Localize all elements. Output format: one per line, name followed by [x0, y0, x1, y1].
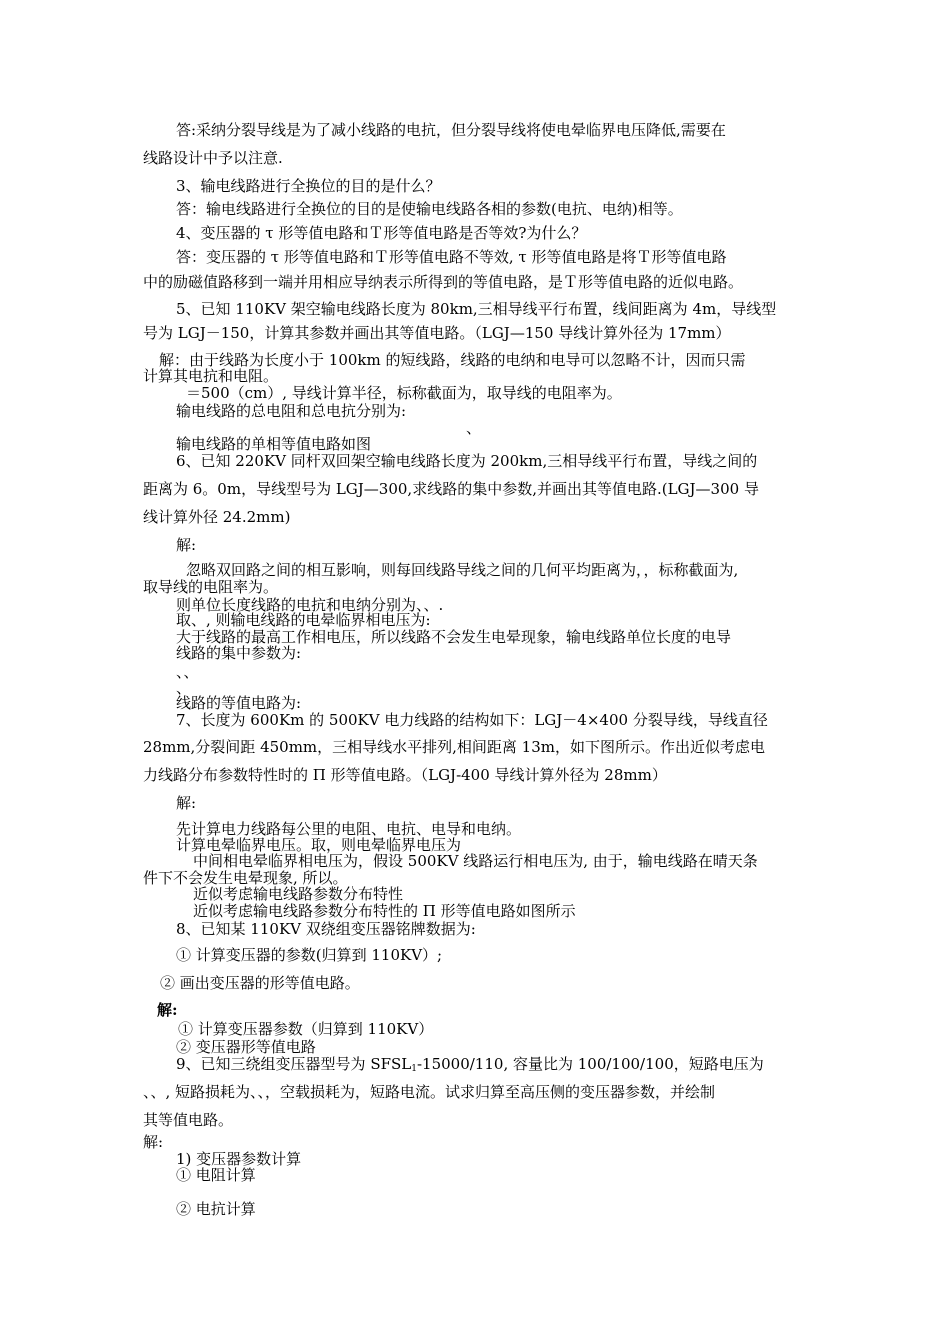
- solution-7-line-3: 中间相电晕临界相电压为，假设 500KV 线路运行相电压为, 由于，输电线路在晴天条: [193, 852, 758, 870]
- question-9-text-a: 9、已知三绕组变压器型号为 SFSL: [176, 1055, 412, 1073]
- question-7-line-1: 7、长度为 600Km 的 500KV 电力线路的结构如下：LGJ－4×400 分裂导线，导线直径: [176, 711, 768, 729]
- solution-8-line-1: ① 计算变压器参数（归算到 110KV）: [178, 1020, 434, 1038]
- question-7-line-2: 28mm,分裂间距 450mm，三相导线水平排列,相间距离 13m，如下图所示。作出近似考虑电: [143, 738, 765, 756]
- solution-7-label: 解:: [176, 794, 197, 812]
- solution-5-separator: 、: [466, 419, 482, 437]
- solution-6-line-4: 取、, 则输电线路的电晕临界相电压为:: [176, 611, 431, 629]
- answer-4-line-2: 中的励磁值路移到一端并用相应导纳表示所得到的等值电路，是Ｔ形等值电路的近似电路。: [143, 273, 744, 291]
- question-5-line-1: 5、已知 110KV 架空输电线路长度为 80km,三相导线平行布置，线间距离为 4m，导线型: [176, 300, 777, 318]
- solution-6-line-2: 取导线的电阻率为。: [143, 578, 279, 596]
- solution-5-line-4: 输电线路的总电阻和总电抗分别为:: [176, 402, 407, 420]
- question-3: 3、输电线路进行全换位的目的是什么？: [176, 177, 441, 195]
- solution-6-line-9: 线路的等值电路为:: [176, 694, 302, 712]
- answer-4-line-1: 答：变压器的 τ 形等值电路和Ｔ形等值电路不等效, τ 形等值电路是将Ｔ形等值电路: [176, 248, 727, 266]
- solution-7-line-4: 件下不会发生电晕现象, 所以。: [143, 869, 348, 887]
- question-7-line-3: 力线路分布参数特性时的 Π 形等值电路。（LGJ-400 导线计算外径为 28mm）: [143, 766, 667, 784]
- question-8-item-2: ② 画出变压器的形等值电路。: [160, 974, 360, 992]
- question-9-line-3: 其等值电路。: [143, 1111, 234, 1129]
- question-4: 4、变压器的 τ 形等值电路和Ｔ形等值电路是否等效?为什么？: [176, 224, 587, 242]
- solution-6-line-1: 忽略双回路之间的相互影响，则每回线路导线之间的几何平均距离为，，标称截面为,: [186, 561, 739, 579]
- question-8-item-1: ① 计算变压器的参数(归算到 110KV）;: [176, 946, 443, 964]
- solution-9-line-3: ② 电抗计算: [176, 1200, 256, 1218]
- solution-9-line-2: ① 电阻计算: [176, 1166, 256, 1184]
- question-9-text-b: -15000/110, 容量比为 100/100/100，短路电压为: [416, 1055, 764, 1073]
- answer-2-line-1: 答:采纳分裂导线是为了减小线路的电抗，但分裂导线将使电晕临界电压降低,需要在: [176, 121, 726, 139]
- solution-9-line-1: 1) 变压器参数计算: [176, 1150, 302, 1168]
- solution-6-line-8: 、: [176, 679, 192, 697]
- solution-6-line-3: 则单位长度线路的电抗和电纳分别为、、.: [176, 596, 444, 614]
- question-6-line-1: 6、已知 220KV 同杆双回架空输电线路长度为 200km,三相导线平行布置，导线之间的: [176, 452, 758, 470]
- solution-5-line-3: ＝500（cm）, 导线计算半径，标称截面为，取导线的电阻率为。: [186, 384, 622, 402]
- solution-7-line-1: 先计算电力线路每公里的电阻、电抗、电导和电纳。: [176, 820, 522, 838]
- solution-5-line-1: 解：由于线路为长度小于 100km 的短线路，线路的电纳和电导可以忽略不计，因而只需: [159, 351, 746, 369]
- answer-2-line-2: 线路设计中予以注意.: [143, 149, 283, 167]
- solution-7-line-6: 近似考虑输电线路参数分布特性的 Π 形等值电路如图所示: [193, 902, 576, 920]
- solution-6-line-5: 大于线路的最高工作相电压，所以线路不会发生电晕现象，输电线路单位长度的电导: [176, 628, 732, 646]
- solution-8-line-2: ② 变压器形等值电路: [176, 1038, 316, 1056]
- question-9-line-2: 、、, 短路损耗为、、，空载损耗为，短路电流。试求归算至高压侧的变压器参数，并绘制: [143, 1083, 716, 1101]
- solution-9-label: 解:: [143, 1133, 164, 1151]
- solution-8-label: 解:: [157, 1001, 178, 1019]
- answer-3: 答：输电线路进行全换位的目的是使输电线路各相的参数(电抗、电纳)相等。: [176, 200, 683, 218]
- question-5-line-2: 号为 LGJ－150，计算其参数并画出其等值电路。（LGJ—150 导线计算外径为 17mm）: [143, 324, 731, 342]
- solution-5-line-5: 输电线路的单相等值电路如图: [176, 435, 372, 453]
- solution-6-line-7: 、、: [176, 663, 199, 681]
- question-6-line-3: 线计算外径 24.2mm): [143, 508, 291, 526]
- question-9-line-1: [176, 1055, 764, 1078]
- question-9-subscript: 1: [411, 1064, 417, 1074]
- question-8-line-1: 8、已知某 110KV 双绕组变压器铭牌数据为:: [176, 920, 476, 938]
- solution-7-line-2: 计算电晕临界电压。取，则电晕临界电压为: [176, 836, 462, 854]
- solution-6-line-6: 线路的集中参数为:: [176, 644, 302, 662]
- question-6-line-2: 距离为 6。0m，导线型号为 LGJ—300,求线路的集中参数,并画出其等值电路.(LGJ—300 导: [143, 480, 759, 498]
- solution-6-label: 解:: [176, 536, 197, 554]
- solution-7-line-5: 近似考虑输电线路参数分布特性: [193, 885, 404, 903]
- solution-5-line-2: 计算其电抗和电阻。: [143, 367, 279, 385]
